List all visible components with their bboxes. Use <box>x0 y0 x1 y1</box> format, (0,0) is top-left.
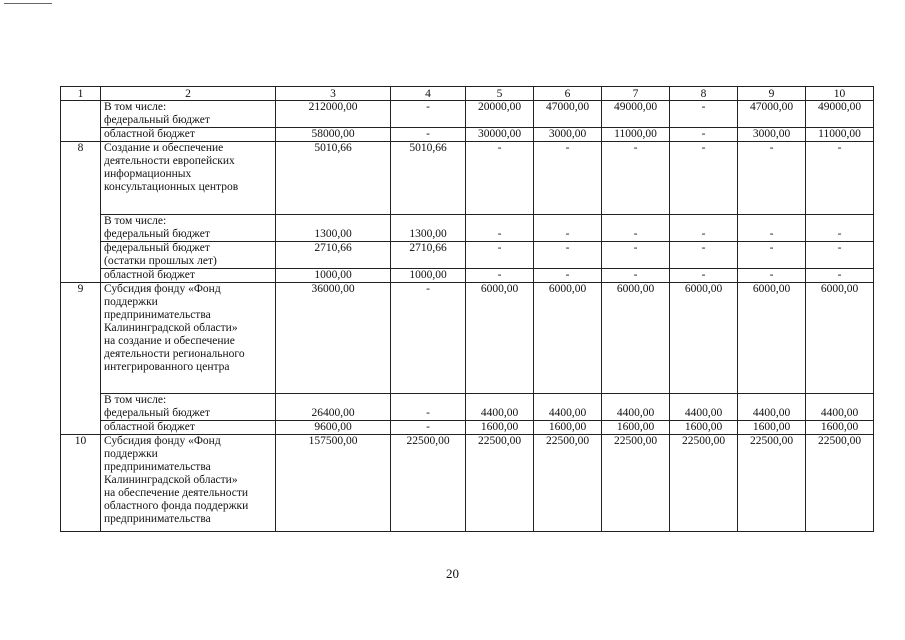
value-cell: 22500,00 <box>670 435 738 532</box>
value-cell: 157500,00 <box>276 435 391 532</box>
table-row <box>61 283 874 394</box>
header-cell: 5 <box>466 87 534 101</box>
value-cell: 11000,00 <box>602 128 670 142</box>
value-cell: 1300,00 <box>391 215 466 242</box>
budget-table <box>60 86 874 532</box>
row-number-cell: 8 <box>61 142 101 283</box>
value-cell: 4400,00 <box>738 394 806 421</box>
value-cell: 58000,00 <box>276 128 391 142</box>
description-line: федеральный бюджет <box>104 242 210 254</box>
table-row <box>61 215 874 242</box>
table-row <box>61 435 874 532</box>
row-number-cell: 9 <box>61 283 101 435</box>
description-line: Субсидия фонду «Фонд <box>104 435 221 447</box>
value-cell: 11000,00 <box>806 128 874 142</box>
value-cell: - <box>466 142 534 215</box>
description-line: деятельности европейских <box>104 155 235 167</box>
value-cell: - <box>806 142 874 215</box>
description-cell <box>101 101 276 128</box>
value-cell: - <box>670 269 738 283</box>
description-line: поддержки <box>104 296 158 308</box>
description-cell <box>101 242 276 269</box>
value-cell: 3000,00 <box>534 128 602 142</box>
description-cell <box>101 269 276 283</box>
value-cell: 1600,00 <box>602 421 670 435</box>
value-cell: 22500,00 <box>806 435 874 532</box>
value-cell: 1600,00 <box>670 421 738 435</box>
header-cell: 6 <box>534 87 602 101</box>
description-cell <box>101 421 276 435</box>
value-cell: - <box>391 101 466 128</box>
table-row <box>61 269 874 283</box>
value-cell: 26400,00 <box>276 394 391 421</box>
value-cell: 4400,00 <box>670 394 738 421</box>
table-body <box>61 87 874 532</box>
description-line: областной бюджет <box>104 421 195 433</box>
description-line: консультационных центров <box>104 181 239 193</box>
value-cell: - <box>738 269 806 283</box>
value-cell: 4400,00 <box>602 394 670 421</box>
description-line: предпринимательства <box>104 461 211 473</box>
description-line: деятельности регионального <box>104 348 245 360</box>
value-cell: 6000,00 <box>806 283 874 394</box>
value-cell: 22500,00 <box>534 435 602 532</box>
value-cell: 1600,00 <box>466 421 534 435</box>
value-cell: - <box>391 394 466 421</box>
value-cell: 1300,00 <box>276 215 391 242</box>
header-cell: 9 <box>738 87 806 101</box>
value-cell: - <box>806 269 874 283</box>
value-cell: 212000,00 <box>276 101 391 128</box>
header-cell: 1 <box>61 87 101 101</box>
description-line: информационных <box>104 168 192 180</box>
value-cell: 22500,00 <box>738 435 806 532</box>
description-line: областной бюджет <box>104 269 195 281</box>
value-cell: - <box>670 128 738 142</box>
value-cell: - <box>670 242 738 269</box>
description-line: Субсидия фонду «Фонд <box>104 283 221 295</box>
description-line: на обеспечение деятельности <box>104 487 249 499</box>
value-cell: - <box>534 242 602 269</box>
value-cell: - <box>670 101 738 128</box>
description-cell <box>101 215 276 242</box>
table-row <box>61 142 874 215</box>
value-cell: 47000,00 <box>738 101 806 128</box>
value-cell: - <box>466 215 534 242</box>
value-cell: 4400,00 <box>806 394 874 421</box>
header-cell: 8 <box>670 87 738 101</box>
description-cell <box>101 128 276 142</box>
value-cell: 5010,66 <box>276 142 391 215</box>
header-cell: 2 <box>101 87 276 101</box>
header-cell: 3 <box>276 87 391 101</box>
value-cell: 4400,00 <box>534 394 602 421</box>
value-cell: - <box>466 242 534 269</box>
value-cell: 47000,00 <box>534 101 602 128</box>
description-line: В том числе: <box>104 215 167 227</box>
table-row <box>61 242 874 269</box>
value-cell: - <box>602 269 670 283</box>
value-cell: 1000,00 <box>391 269 466 283</box>
value-cell: 1600,00 <box>806 421 874 435</box>
value-cell: - <box>602 142 670 215</box>
description-line: на создание и обеспечение <box>104 335 235 347</box>
value-cell: 1000,00 <box>276 269 391 283</box>
value-cell: - <box>670 142 738 215</box>
value-cell: 49000,00 <box>806 101 874 128</box>
row-number-cell: 10 <box>61 435 101 532</box>
header-row <box>61 87 874 101</box>
description-line: областного фонда поддержки <box>104 500 249 512</box>
value-cell: 36000,00 <box>276 283 391 394</box>
value-cell: 1600,00 <box>738 421 806 435</box>
description-cell <box>101 394 276 421</box>
corner-mark <box>4 3 52 4</box>
value-cell: - <box>391 421 466 435</box>
description-line: поддержки <box>104 448 158 460</box>
value-cell: 22500,00 <box>602 435 670 532</box>
value-cell: - <box>534 269 602 283</box>
description-cell <box>101 435 276 532</box>
value-cell: 49000,00 <box>602 101 670 128</box>
value-cell: 9600,00 <box>276 421 391 435</box>
value-cell: - <box>738 142 806 215</box>
row-number-cell <box>61 101 101 142</box>
header-cell: 7 <box>602 87 670 101</box>
description-line: Создание и обеспечение <box>104 142 224 154</box>
value-cell: 2710,66 <box>391 242 466 269</box>
description-line: предпринимательства <box>104 513 211 525</box>
description-line: федеральный бюджет <box>104 114 210 126</box>
value-cell: 6000,00 <box>466 283 534 394</box>
value-cell: - <box>534 142 602 215</box>
value-cell: 30000,00 <box>466 128 534 142</box>
header-cell: 10 <box>806 87 874 101</box>
table-row <box>61 101 874 128</box>
header-cell: 4 <box>391 87 466 101</box>
table-row <box>61 421 874 435</box>
description-cell <box>101 142 276 215</box>
value-cell: 6000,00 <box>602 283 670 394</box>
description-line: областной бюджет <box>104 128 195 140</box>
description-line: Калининградской области» <box>104 474 238 486</box>
value-cell: 22500,00 <box>466 435 534 532</box>
description-line: Калининградской области» <box>104 322 238 334</box>
value-cell: 6000,00 <box>534 283 602 394</box>
value-cell: 22500,00 <box>391 435 466 532</box>
value-cell: 3000,00 <box>738 128 806 142</box>
value-cell: - <box>602 242 670 269</box>
value-cell: - <box>806 242 874 269</box>
description-line: федеральный бюджет <box>104 228 210 240</box>
description-line: интегрированного центра <box>104 361 230 373</box>
description-line: федеральный бюджет <box>104 407 210 419</box>
value-cell: - <box>602 215 670 242</box>
value-cell: 6000,00 <box>738 283 806 394</box>
value-cell: 20000,00 <box>466 101 534 128</box>
value-cell: - <box>391 283 466 394</box>
description-line: В том числе: <box>104 101 167 113</box>
description-line: предпринимательства <box>104 309 211 321</box>
value-cell: - <box>466 269 534 283</box>
description-line: (остатки прошлых лет) <box>104 255 217 267</box>
value-cell: - <box>670 215 738 242</box>
value-cell: - <box>738 242 806 269</box>
value-cell: - <box>534 215 602 242</box>
value-cell: - <box>806 215 874 242</box>
table-row <box>61 394 874 421</box>
value-cell: 5010,66 <box>391 142 466 215</box>
value-cell: - <box>391 128 466 142</box>
value-cell: 2710,66 <box>276 242 391 269</box>
description-cell <box>101 283 276 394</box>
value-cell: 1600,00 <box>534 421 602 435</box>
value-cell: - <box>738 215 806 242</box>
value-cell: 4400,00 <box>466 394 534 421</box>
page-number: 20 <box>446 566 459 581</box>
table-row <box>61 128 874 142</box>
value-cell: 6000,00 <box>670 283 738 394</box>
description-line: В том числе: <box>104 394 167 406</box>
